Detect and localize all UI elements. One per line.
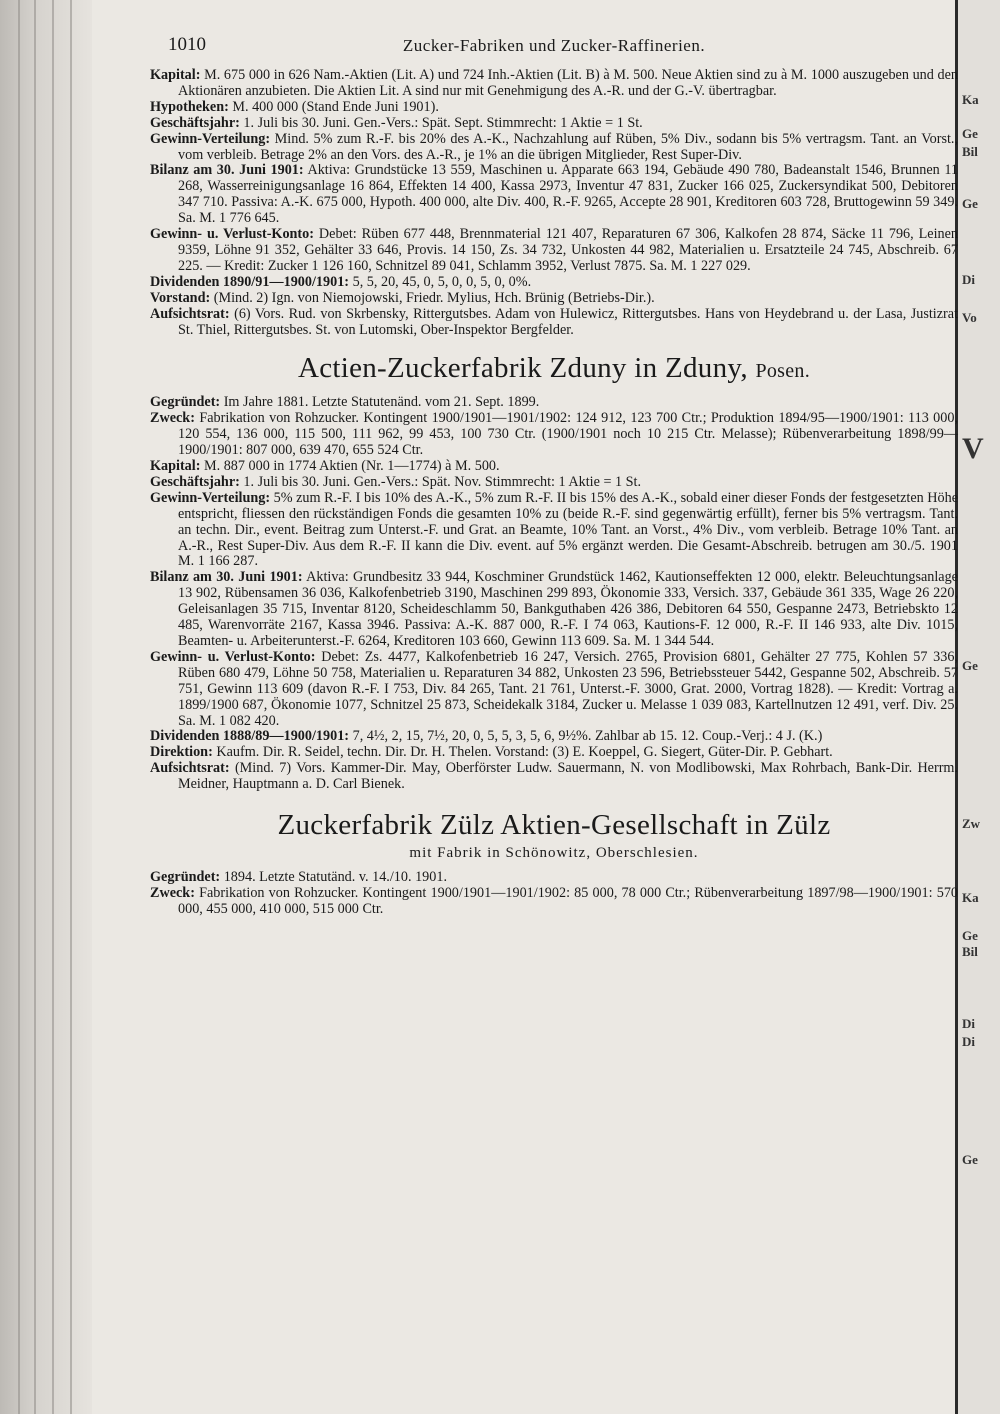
margin-fragment: V <box>962 432 984 465</box>
entry-bilanz: Bilanz am 30. Juni 1901: Aktiva: Grundstücke 13 559, Maschinen u. Apparate 663 194, Gebäude 490 780, Badeanstalt 1546, Brunnen 11 268, Wasserreinigungsanlage 16 864, Effekten 14 400, Kassa 2973, Inventur 47 831, Zucker 166 025, Zuckersyndikat 500, Debitoren 347 710. Passiva: A.-K. 675 000, Hypoth. 400 000, alte Div. 400, R.-F. 9265, Accepte 28 901, Kreditoren 603 728, Bruttogewinn 59 349. Sa. M. 1 776 645. <box>150 162 958 227</box>
entry-dividenden: Dividenden 1888/89—1900/1901: 7, 4½, 2, 15, 7½, 20, 0, 5, 5, 3, 5, 6, 9½%. Zahlbar ab 15. 12. Coup.-Verj.: 4 J. (K.) <box>150 728 823 745</box>
gutter-stripe <box>34 0 36 1414</box>
entry-aufsichtsrat: Aufsichtsrat: (6) Vors. Rud. von Skrbensky, Rittergutsbes. Adam von Hulewicz, Rittergutsbes. Hans von Heydebrand u. der Lasa, Justizrat St. Thiel, Rittergutsbes. St. von Lutomski, Ober-Inspektor Bergfelder. <box>150 305 959 338</box>
entry-vorstand: Vorstand: (Mind. 2) Ign. von Niemojowski, Friedr. Mylius, Hch. Brünig (Betriebs-Dir.). <box>150 289 655 306</box>
margin-fragment: Ge <box>962 126 978 141</box>
company-section-zduny <box>150 395 958 793</box>
gutter-stripe <box>70 0 72 1414</box>
entry-gewinn-verlust-konto: Gewinn- u. Verlust-Konto: Debet: Zs. 4477, Kalkofenbetrieb 16 247, Versich. 2765, Provision 6801, Gehälter 27 775, Kohlen 57 336, Rüben 680 479, Löhne 50 758, Materialien u. Reparaturen 34 882, Unkosten 23 596, Betriebssteuer 5442, Gespanne 502, Abschreib. 57 751, Gewinn 113 609 (davon R.-F. I 753, Div. 84 265, Tant. 21 761, Unterst.-F. 3000, Grat. 2000, Vortrag 1828). — Kredit: Vortrag a. 1899/1900 687, Ökonomie 1077, Schnitzel 25 873, Scheidekalk 3184, Zucker u. Melasse 1 039 083, Kartellnutzen 12 491, verf. Div. 25. Sa. M. 1 082 420. <box>150 648 958 729</box>
entry-direktion: Direktion: Kaufm. Dir. R. Seidel, techn. Dir. Dr. H. Thelen. Vorstand: (3) E. Koeppel, G. Siegert, Güter-Dir. P. Gebhart. <box>150 744 833 761</box>
entry-hypotheken: Hypotheken: M. 400 000 (Stand Ende Juni 1901). <box>150 98 439 115</box>
entry-gewinn-verlust-konto: Gewinn- u. Verlust-Konto: Debet: Rüben 677 448, Brennmaterial 121 407, Reparaturen 67 306, Kalkofen 28 874, Säcke 11 796, Leinen 9359, Löhne 91 352, Gehälter 33 646, Provis. 14 150, Zs. 34 732, Unkosten 44 982, Materialien u. Ersatzteile 24 745, Abschreib. 67 225. — Kredit: Zucker 1 126 160, Schnitzel 89 041, Schlamm 3952, Verlust 7875. Sa. M. 1 227 029. <box>150 226 959 274</box>
company-title-zduny <box>150 352 958 387</box>
entry-zweck: Zweck: Fabrikation von Rohzucker. Kontingent 1900/1901—1901/1902: 124 912, 123 700 Ctr.; Produktion 1894/95—1900/1901: 113 000, 120 554, 136 000, 115 500, 111 962, 99 453, 100 730 Ctr. (1900/1901 noch 10 215 Ctr. Melasse); Rübenverarbeitung 1898/99—1900/1901: 807 000, 639 470, 655 524 Ctr. <box>150 410 959 459</box>
entry-gegruendet: Gegründet: 1894. Letzte Statutänd. v. 14./10. 1901. <box>150 869 447 886</box>
company-name: Zuckerfabrik Zülz Aktien-Gesellschaft in Zülz <box>277 809 831 842</box>
company-location: Posen. <box>755 360 811 383</box>
margin-fragment: Ge <box>962 1152 978 1167</box>
entry-geschaeftsjahr: Geschäftsjahr: 1. Juli bis 30. Juni. Gen.-Vers.: Spät. Sept. Stimmrecht: 1 Aktie = 1 St. <box>150 114 643 131</box>
entry-geschaeftsjahr: Geschäftsjahr: 1. Juli bis 30. Juni. Gen.-Vers.: Spät. Nov. Stimmrecht: 1 Aktie = 1 St. <box>150 473 642 490</box>
margin-fragment: Vo <box>962 310 977 325</box>
margin-fragment: Bil <box>962 944 978 959</box>
entry-bilanz: Bilanz am 30. Juni 1901: Aktiva: Grundbesitz 33 944, Koschminer Grundstück 1462, Kautionseffekten 12 000, elektr. Beleuchtungsanlage 13 902, Rübensamen 36 036, Kalkofenbetrieb 3190, Maschinen 299 893, Ökonomie 333, Versich. 337, Gebäude 361 335, Wage 26 220, Geleisanlagen 35 715, Inventar 8120, Scheideschlamm 50, Bankguthaben 426 386, Debitoren 64 550, Gespanne 2473, Betriebskto 12 485, Warenvorräte 2167, Kassa 3946. Passiva: A.-K. 887 000, R.-F. I 74 063, Kautions-F. 12 000, R.-F. II 146 933, alte Div. 1015, Beamten- u. Arbeiterunterst.-F. 6264, Kreditoren 103 660, Gewinn 113 609. Sa. M. 1 344 544. <box>150 569 958 649</box>
scan-left-gutter <box>0 0 92 1414</box>
adjacent-page-strip <box>955 0 1000 1414</box>
company-section-zuelz <box>150 870 958 918</box>
margin-fragment: Di <box>962 1016 975 1031</box>
running-title: Zucker-Fabriken und Zucker-Raffinerien. <box>402 36 706 55</box>
entry-kapital: Kapital: M. 675 000 in 626 Nam.-Aktien (Lit. A) und 724 Inh.-Aktien (Lit. B) à M. 500. Neue Aktien sind zu à M. 1000 auszugeben und den Aktionären anzubieten. Die Aktien Lit. A sind nur mit Genehmigung des A.-R. und der G.-V. übertragbar. <box>150 67 958 99</box>
entry-kapital: Kapital: M. 887 000 in 1774 Aktien (Nr. 1—1774) à M. 500. <box>150 458 500 475</box>
running-header <box>150 30 958 60</box>
entry-dividenden: Dividenden 1890/91—1900/1901: 5, 5, 20, 45, 0, 5, 0, 0, 5, 0, 0%. <box>150 273 532 290</box>
company-name: Actien-Zuckerfabrik Zduny in Zduny, <box>297 352 748 385</box>
company-section-1 <box>150 68 958 338</box>
margin-fragment: Di <box>962 272 975 287</box>
margin-fragment: Ge <box>962 928 978 943</box>
company-title-zuelz <box>150 809 958 841</box>
entry-gegruendet: Gegründet: Im Jahre 1881. Letzte Statutenänd. vom 21. Sept. 1899. <box>150 394 540 411</box>
margin-fragment: Bil <box>962 144 978 159</box>
entry-zweck: Zweck: Fabrikation von Rohzucker. Kontingent 1900/1901—1901/1902: 85 000, 78 000 Ctr.; Rübenverarbeitung 1897/98—1900/1901: 570 000, 455 000, 410 000, 515 000 Ctr. <box>150 884 959 917</box>
gutter-stripe <box>18 0 20 1414</box>
margin-fragment: Di <box>962 1034 975 1049</box>
entry-aufsichtsrat: Aufsichtsrat: (Mind. 7) Vors. Kammer-Dir. May, Oberförster Ludw. Sauermann, N. von Modlibowski, Max Rohrbach, Bank-Dir. Herrm. Meidner, Hauptmann a. D. Carl Bienek. <box>150 760 959 793</box>
margin-fragment: Ge <box>962 196 978 211</box>
margin-fragment: Zw <box>962 816 981 831</box>
entry-gewinn-verteilung: Gewinn-Verteilung: 5% zum R.-F. I bis 10% des A.-K., 5% zum R.-F. II bis 15% des A.-K., sobald einer dieser Fonds der festgesetzten Höhe entspricht, fliessen den rückständigen Fonds die gesamten 10% zu (beide R.-F. sind gegenwärtig erfüllt), ferner bis 5% vertragsm. Tant. an techn. Dir., event. Beitrag zum Unterst.-F. und Grat. an Beamte, 10% Tant. an Vorst., 4% Div., vom verbleib. Betrage 10% Tant. an A.-R., Rest Super-Div. Aus dem R.-F. II kann die Div. event. auf 5% ergänzt werden. Die Gesamt-Abschreib. betrugen am 30./5. 1901 M. 1 166 287. <box>150 489 959 570</box>
company-subtitle: mit Fabrik in Schönowitz, Oberschlesien. <box>409 845 699 862</box>
margin-fragment: Ka <box>962 92 979 107</box>
margin-fragment: Ka <box>962 890 979 905</box>
entry-gewinn-verteilung: Gewinn-Verteilung: Mind. 5% zum R.-F. bis 20% des A.-K., Nachzahlung auf Rüben, 5% Div., sodann bis 5% vertragsm. Tant. an Vorst., vom verbleib. Betrage 2% an den Vors. des A.-R., je 1% an die übrigen Mitglieder, Rest Super-Div. <box>150 130 959 163</box>
page-number: 1010 <box>168 34 206 55</box>
gutter-stripe <box>52 0 54 1414</box>
document-page <box>150 30 958 918</box>
margin-fragment: Ge <box>962 658 978 673</box>
